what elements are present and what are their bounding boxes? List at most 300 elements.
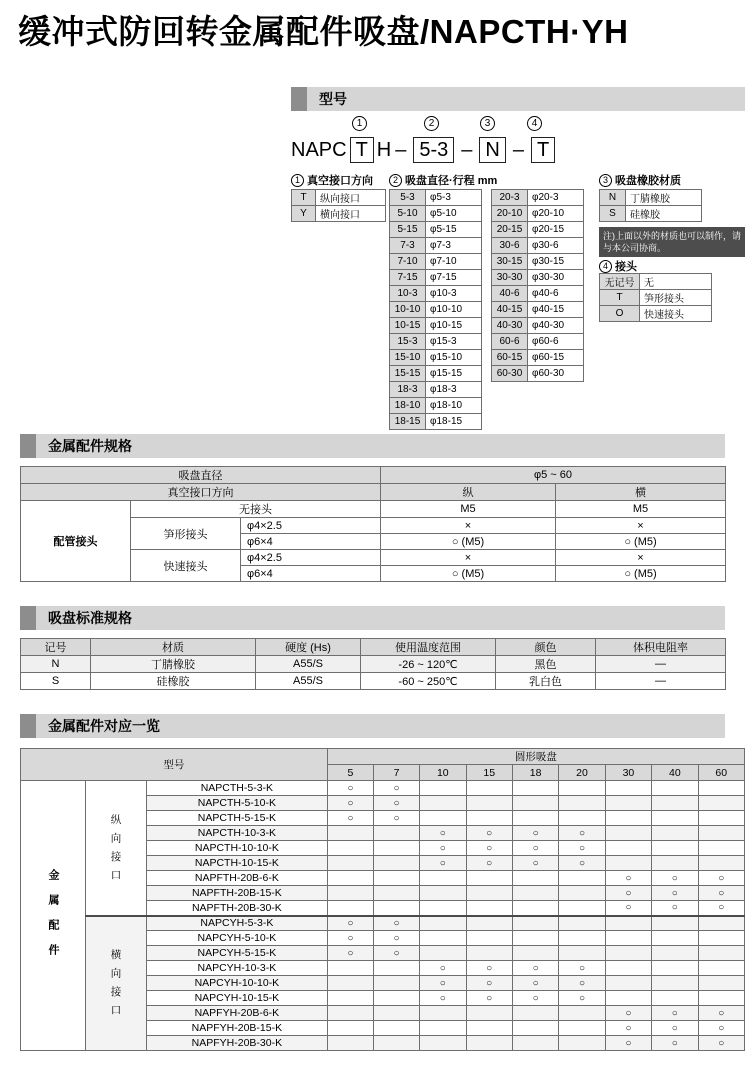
model-number-cell: NAPFYH-20B-30-K (147, 1036, 328, 1051)
pad-spec-header-row (21, 639, 726, 656)
circled-number-3: 3 (480, 116, 495, 131)
code-cell: 40-30 (492, 318, 528, 334)
vacuum-direction-table (291, 189, 386, 222)
empty-cell (373, 991, 419, 1006)
value-cell: φ5-15 (426, 222, 482, 238)
empty-cell (420, 1036, 466, 1051)
availability-circle: ○ (559, 826, 605, 841)
empty-cell (512, 916, 558, 931)
empty-cell (698, 961, 744, 976)
model-code-rubber-box: N (479, 137, 505, 163)
direction-col-horizontal: 横 (556, 484, 726, 501)
availability-circle: ○ (373, 811, 419, 826)
model-number-cell: NAPFTH-20B-15-K (147, 886, 328, 901)
table-row (492, 190, 584, 206)
diameter-header-cell: 15 (466, 765, 512, 781)
empty-cell (559, 901, 605, 916)
direction-header: 真空接口方向 (21, 484, 381, 501)
value-cell: φ15-3 (426, 334, 482, 350)
cell: 乳白色 (496, 673, 596, 690)
table-row (600, 274, 712, 290)
correspondence-header-row (21, 749, 745, 765)
section-title-correspondence: 金属配件对应一览 (48, 718, 160, 734)
empty-cell (605, 946, 651, 961)
empty-cell (652, 781, 698, 796)
value-cell: 无 (640, 274, 712, 290)
value-cell: φ15-15 (426, 366, 482, 382)
cell: A55/S (256, 673, 361, 690)
value-cell: 纵向接口 (316, 190, 386, 206)
availability-circle: ○ (420, 841, 466, 856)
table-row (390, 382, 482, 398)
empty-cell (559, 916, 605, 931)
section-marker-square (20, 606, 36, 630)
diameter-stroke-table-right (491, 189, 584, 382)
empty-cell (512, 781, 558, 796)
value-cell: φ40-15 (528, 302, 584, 318)
model-number-cell: NAPCTH-5-3-K (147, 781, 328, 796)
cell: A55/S (256, 656, 361, 673)
code-cell: 5-10 (390, 206, 426, 222)
cell: N (21, 656, 91, 673)
value-cell: 快速接头 (640, 306, 712, 322)
cell: × (556, 518, 726, 534)
value-cell: φ7-15 (426, 270, 482, 286)
cell: M5 (381, 501, 556, 518)
value-cell: φ30-6 (528, 238, 584, 254)
circled-number-2: 2 (424, 116, 439, 131)
pipe-fitting-label: 配管接头 (21, 501, 131, 582)
cell: 黑色 (496, 656, 596, 673)
code-cell: 7-10 (390, 254, 426, 270)
empty-cell (652, 796, 698, 811)
table-row (492, 318, 584, 334)
empty-cell (420, 901, 466, 916)
empty-cell (512, 1006, 558, 1021)
diameter-header: 吸盘直径 (21, 467, 381, 484)
empty-cell (559, 931, 605, 946)
empty-cell (698, 946, 744, 961)
quick-fitting-label: 快速接头 (131, 550, 241, 582)
availability-circle: ○ (512, 991, 558, 1006)
code-cell: 30-15 (492, 254, 528, 270)
empty-cell (327, 1021, 373, 1036)
empty-cell (327, 961, 373, 976)
empty-cell (327, 991, 373, 1006)
empty-cell (466, 1036, 512, 1051)
availability-circle: ○ (559, 841, 605, 856)
availability-circle: ○ (373, 946, 419, 961)
code-cell: 15-15 (390, 366, 426, 382)
table-row (390, 414, 482, 430)
availability-circle: ○ (512, 856, 558, 871)
availability-circle: ○ (698, 1036, 744, 1051)
section-header-metal-spec (20, 434, 725, 458)
empty-cell (652, 916, 698, 931)
empty-cell (605, 856, 651, 871)
table-row (21, 501, 726, 518)
availability-circle: ○ (420, 961, 466, 976)
empty-cell (373, 1021, 419, 1036)
table-row (390, 318, 482, 334)
availability-circle: ○ (652, 886, 698, 901)
empty-cell (652, 946, 698, 961)
empty-cell (559, 886, 605, 901)
availability-circle: ○ (327, 781, 373, 796)
availability-circle: ○ (605, 1036, 651, 1051)
model-number-cell: NAPCYH-5-10-K (147, 931, 328, 946)
availability-circle: ○ (420, 991, 466, 1006)
code-cell: 40-15 (492, 302, 528, 318)
availability-circle: ○ (466, 991, 512, 1006)
empty-cell (373, 871, 419, 886)
model-code (291, 137, 558, 163)
table-row (292, 190, 386, 206)
availability-circle: ○ (512, 841, 558, 856)
model-number-cell: NAPFYH-20B-15-K (147, 1021, 328, 1036)
section-header-correspondence (20, 714, 725, 738)
table-row (492, 350, 584, 366)
column-header: 记号 (21, 639, 91, 656)
cell: × (556, 550, 726, 566)
rubber-material-note: 注)上面以外的材质也可以制作，请与本公司协商。 (599, 227, 745, 257)
empty-cell (698, 916, 744, 931)
empty-cell (420, 1006, 466, 1021)
model-number-cell: NAPFTH-20B-30-K (147, 901, 328, 916)
cell: × (381, 518, 556, 534)
empty-cell (373, 1006, 419, 1021)
availability-circle: ○ (327, 796, 373, 811)
value-cell: φ18-15 (426, 414, 482, 430)
circled-3-icon: 3 (599, 174, 612, 187)
empty-cell (420, 796, 466, 811)
cell: ○ (M5) (381, 566, 556, 582)
code-cell: 5-15 (390, 222, 426, 238)
value-cell: φ7-10 (426, 254, 482, 270)
empty-cell (327, 901, 373, 916)
code-cell: 18-10 (390, 398, 426, 414)
model-number-cell: NAPCYH-10-15-K (147, 991, 328, 1006)
empty-cell (559, 1021, 605, 1036)
empty-cell (466, 796, 512, 811)
size-cell: φ4×2.5 (241, 518, 381, 534)
label-text: 吸盘直径·行程 mm (405, 175, 498, 187)
model-code-direction-box: T (350, 137, 374, 163)
pad-spec-table (20, 638, 726, 690)
model-code-suffix: H (376, 138, 392, 161)
empty-cell (327, 871, 373, 886)
value-cell: φ30-30 (528, 270, 584, 286)
dash: – (512, 138, 524, 161)
empty-cell (559, 1036, 605, 1051)
section-title-pad-spec: 吸盘标准规格 (48, 610, 132, 626)
table-row (21, 484, 726, 501)
code-cell: 10-15 (390, 318, 426, 334)
table-row (390, 366, 482, 382)
value-cell: φ18-3 (426, 382, 482, 398)
availability-circle: ○ (605, 871, 651, 886)
availability-circle: ○ (559, 976, 605, 991)
empty-cell (698, 991, 744, 1006)
empty-cell (327, 976, 373, 991)
empty-cell (420, 931, 466, 946)
code-cell: 18-3 (390, 382, 426, 398)
value-cell: φ10-3 (426, 286, 482, 302)
code-cell: 60-30 (492, 366, 528, 382)
empty-cell (652, 976, 698, 991)
code-cell: 10-10 (390, 302, 426, 318)
empty-cell (698, 781, 744, 796)
empty-cell (559, 796, 605, 811)
table-row (492, 206, 584, 222)
empty-cell (605, 796, 651, 811)
empty-cell (559, 871, 605, 886)
cell: -60 ~ 250℃ (361, 673, 496, 690)
table-row (600, 290, 712, 306)
page-title: 缓冲式防回转金属配件吸盘/NAPCTH·YH (18, 13, 629, 50)
value-cell: φ20-15 (528, 222, 584, 238)
empty-cell (698, 856, 744, 871)
empty-cell (652, 931, 698, 946)
availability-circle: ○ (605, 901, 651, 916)
metal-spec-table (20, 466, 726, 582)
availability-circle: ○ (652, 871, 698, 886)
code-cell: T (600, 290, 640, 306)
empty-cell (327, 886, 373, 901)
port-direction-group-label: 横向接口 (86, 916, 147, 1051)
empty-cell (698, 796, 744, 811)
empty-cell (652, 811, 698, 826)
empty-cell (512, 1036, 558, 1051)
empty-cell (373, 856, 419, 871)
empty-cell (327, 841, 373, 856)
correspondence-row (21, 781, 745, 796)
diameter-header-cell: 60 (698, 765, 744, 781)
empty-cell (373, 826, 419, 841)
table-row (390, 254, 482, 270)
empty-cell (605, 841, 651, 856)
value-cell: 笋形接头 (640, 290, 712, 306)
availability-circle: ○ (327, 931, 373, 946)
empty-cell (466, 946, 512, 961)
availability-circle: ○ (652, 1036, 698, 1051)
model-number-cell: NAPCTH-10-3-K (147, 826, 328, 841)
circled-4-icon: 4 (599, 260, 612, 273)
vacuum-direction-label (291, 172, 373, 188)
table-row (492, 270, 584, 286)
table-row (492, 366, 584, 382)
empty-cell (466, 781, 512, 796)
empty-cell (466, 1021, 512, 1036)
empty-cell (698, 841, 744, 856)
value-cell: φ5-3 (426, 190, 482, 206)
availability-circle: ○ (327, 946, 373, 961)
empty-cell (512, 811, 558, 826)
empty-cell (466, 931, 512, 946)
empty-cell (373, 841, 419, 856)
label-text: 吸盘橡胶材质 (615, 175, 681, 187)
diameter-header-cell: 40 (652, 765, 698, 781)
table-row (492, 334, 584, 350)
column-header: 颜色 (496, 639, 596, 656)
availability-circle: ○ (559, 961, 605, 976)
availability-circle: ○ (698, 1006, 744, 1021)
empty-cell (605, 826, 651, 841)
empty-cell (605, 961, 651, 976)
circled-2-icon: 2 (389, 174, 402, 187)
table-row (21, 467, 726, 484)
diameter-value: φ5 ~ 60 (381, 467, 726, 484)
availability-circle: ○ (698, 1021, 744, 1036)
dash: – (461, 138, 473, 161)
table-row (600, 206, 702, 222)
availability-circle: ○ (373, 916, 419, 931)
code-cell: 10-3 (390, 286, 426, 302)
code-cell: 15-3 (390, 334, 426, 350)
value-cell: φ30-15 (528, 254, 584, 270)
table-row (492, 254, 584, 270)
table-row (390, 398, 482, 414)
diameter-header-cell: 10 (420, 765, 466, 781)
correspondence-row (21, 916, 745, 931)
empty-cell (373, 901, 419, 916)
pad-spec-row (21, 656, 726, 673)
empty-cell (466, 901, 512, 916)
table-row (390, 238, 482, 254)
rubber-material-label (599, 172, 681, 188)
metal-fitting-group-label: 金属配件 (21, 781, 86, 1051)
section-marker-square (291, 87, 307, 111)
availability-circle: ○ (652, 1021, 698, 1036)
no-fitting-label: 无接头 (131, 501, 381, 518)
label-text: 真空接口方向 (307, 175, 373, 187)
code-cell: 5-3 (390, 190, 426, 206)
fitting-label (599, 258, 637, 274)
availability-circle: ○ (559, 856, 605, 871)
fitting-table (599, 273, 712, 322)
empty-cell (420, 781, 466, 796)
label-text: 接头 (615, 261, 637, 273)
empty-cell (652, 961, 698, 976)
empty-cell (420, 946, 466, 961)
table-row (390, 190, 482, 206)
column-header: 使用温度范围 (361, 639, 496, 656)
availability-circle: ○ (512, 826, 558, 841)
diameter-header-cell: 5 (327, 765, 373, 781)
table-row (492, 286, 584, 302)
cell: ○ (M5) (556, 566, 726, 582)
cell: 丁腈橡胶 (91, 656, 256, 673)
empty-cell (327, 856, 373, 871)
availability-circle: ○ (605, 1006, 651, 1021)
code-cell: 无记号 (600, 274, 640, 290)
availability-circle: ○ (466, 961, 512, 976)
code-cell: 30-6 (492, 238, 528, 254)
empty-cell (373, 961, 419, 976)
model-number-cell: NAPCTH-5-15-K (147, 811, 328, 826)
empty-cell (373, 1036, 419, 1051)
table-row (390, 334, 482, 350)
model-number-cell: NAPCYH-5-15-K (147, 946, 328, 961)
empty-cell (420, 811, 466, 826)
empty-cell (327, 1036, 373, 1051)
code-cell: S (600, 206, 626, 222)
diameter-header-cell: 30 (605, 765, 651, 781)
empty-cell (373, 886, 419, 901)
empty-cell (466, 811, 512, 826)
table-row (600, 306, 712, 322)
table-row (600, 190, 702, 206)
empty-cell (605, 991, 651, 1006)
table-row (292, 206, 386, 222)
rubber-material-table (599, 189, 702, 222)
model-number-cell: NAPFTH-20B-6-K (147, 871, 328, 886)
empty-cell (652, 856, 698, 871)
availability-circle: ○ (327, 916, 373, 931)
value-cell: φ10-10 (426, 302, 482, 318)
empty-cell (512, 886, 558, 901)
section-header-model (291, 87, 745, 111)
value-cell: φ60-15 (528, 350, 584, 366)
cell: -26 ~ 120℃ (361, 656, 496, 673)
model-number-cell: NAPCYH-10-10-K (147, 976, 328, 991)
code-cell: 60-6 (492, 334, 528, 350)
empty-cell (605, 811, 651, 826)
availability-circle: ○ (652, 901, 698, 916)
cell: S (21, 673, 91, 690)
empty-cell (466, 1006, 512, 1021)
diameter-stroke-label (389, 172, 497, 188)
table-row (390, 222, 482, 238)
availability-circle: ○ (466, 841, 512, 856)
availability-circle: ○ (420, 856, 466, 871)
empty-cell (698, 931, 744, 946)
section-title-metal-spec: 金属配件规格 (48, 438, 132, 454)
model-number-cell: NAPFYH-20B-6-K (147, 1006, 328, 1021)
availability-circle: ○ (512, 976, 558, 991)
section-marker-square (20, 714, 36, 738)
availability-circle: ○ (373, 781, 419, 796)
code-cell: 7-15 (390, 270, 426, 286)
empty-cell (512, 1021, 558, 1036)
model-number-cell: NAPCTH-10-10-K (147, 841, 328, 856)
empty-cell (605, 781, 651, 796)
empty-cell (652, 826, 698, 841)
model-number-cell: NAPCTH-5-10-K (147, 796, 328, 811)
model-code-size-box: 5-3 (413, 137, 454, 163)
empty-cell (420, 871, 466, 886)
availability-circle: ○ (466, 976, 512, 991)
empty-cell (420, 916, 466, 931)
model-number-cell: NAPCYH-5-3-K (147, 916, 328, 931)
code-cell: 20-10 (492, 206, 528, 222)
empty-cell (605, 916, 651, 931)
model-number-cell: NAPCTH-10-15-K (147, 856, 328, 871)
table-row (390, 302, 482, 318)
cell: 硅橡胶 (91, 673, 256, 690)
empty-cell (327, 826, 373, 841)
value-cell: 横向接口 (316, 206, 386, 222)
value-cell: 硅橡胶 (626, 206, 702, 222)
diameter-header-cell: 20 (559, 765, 605, 781)
empty-cell (698, 811, 744, 826)
empty-cell (559, 781, 605, 796)
model-code-fitting-box: T (531, 137, 555, 163)
empty-cell (512, 931, 558, 946)
empty-cell (466, 886, 512, 901)
value-cell: φ18-10 (426, 398, 482, 414)
code-cell: N (600, 190, 626, 206)
